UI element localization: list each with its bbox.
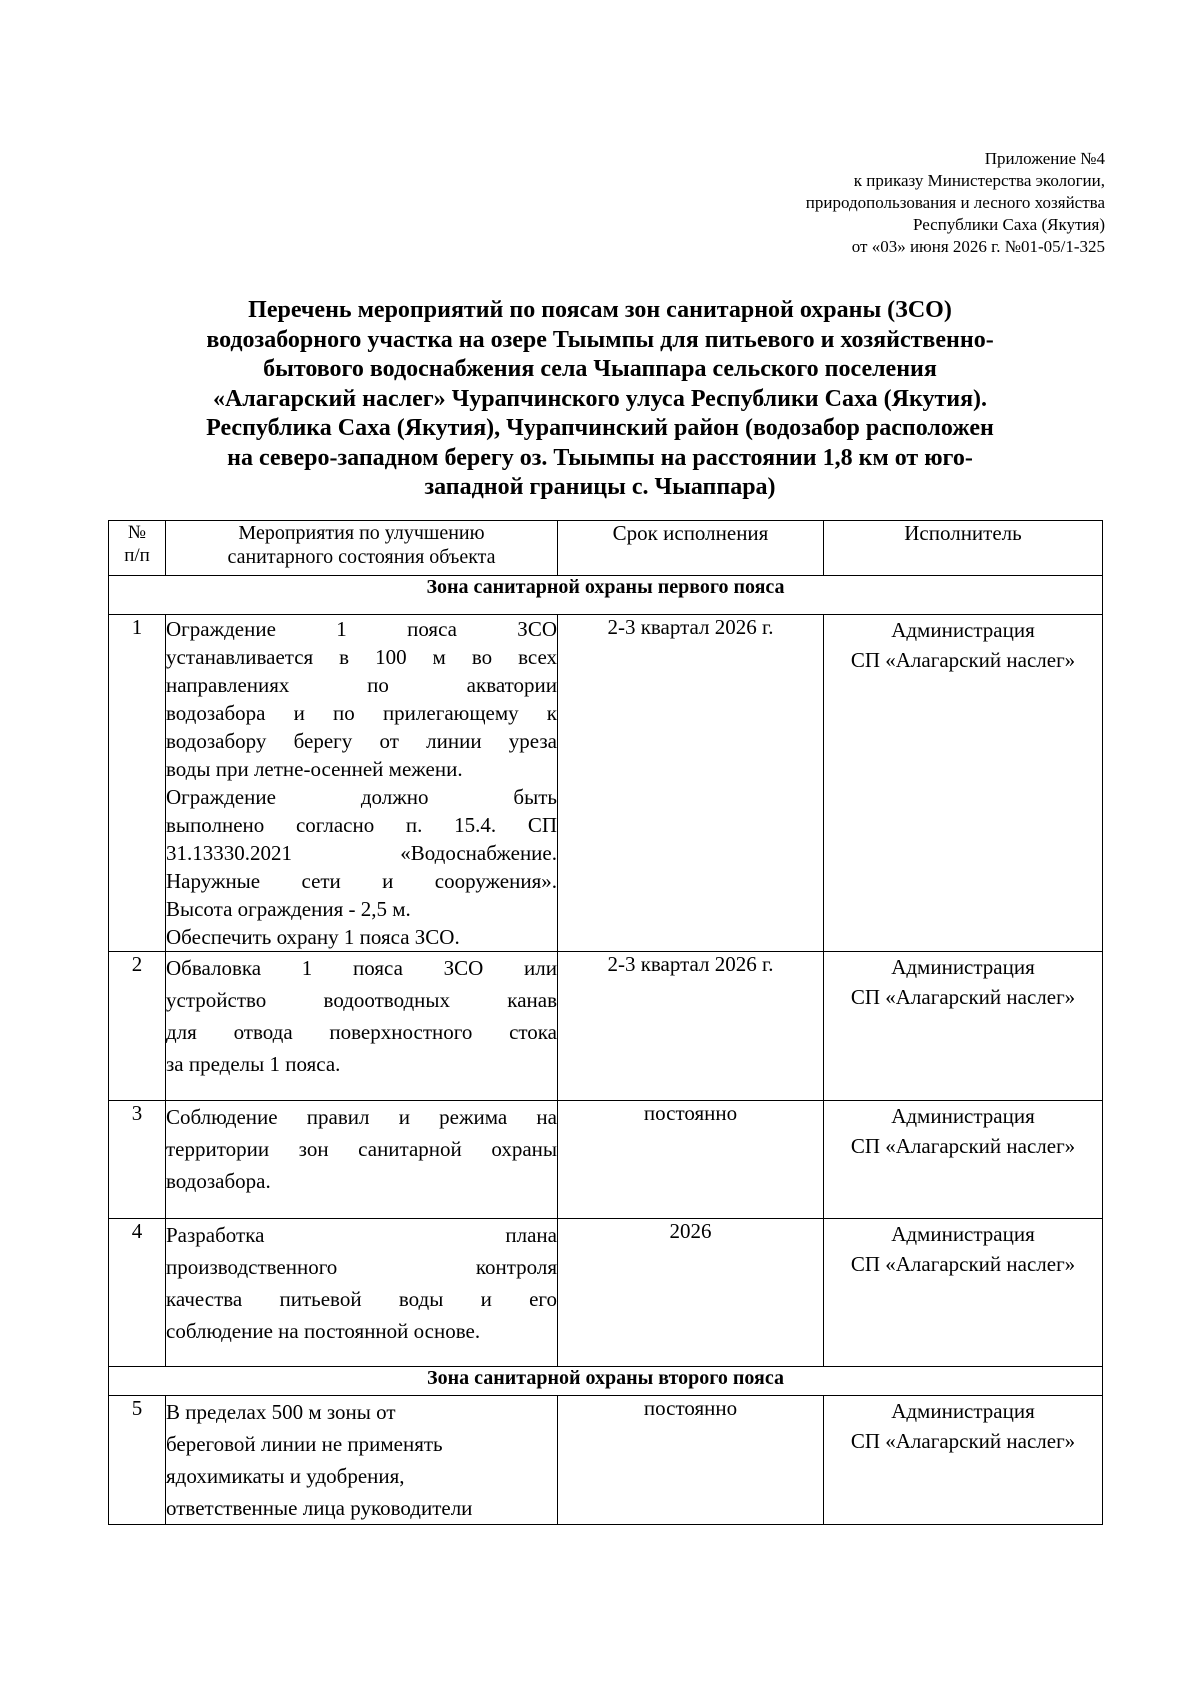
zone-row-first	[109, 576, 1103, 615]
document-title	[110, 296, 1090, 503]
title-line: бытового водоснабжения села Чыаппара сельского поселения	[263, 356, 937, 382]
row-deadline: 2-3 квартал 2026 г.	[558, 615, 824, 952]
row-executor: Администрация СП «Алагарский наслег»	[824, 952, 1103, 1101]
title-line: «Алагарский наслег» Чурапчинского улуса Республики Саха (Якутия).	[212, 385, 988, 412]
row-executor: Администрация СП «Алагарский наслег»	[824, 1396, 1103, 1525]
header-measures: Мероприятия по улучшению санитарного состояния объекта	[166, 521, 558, 576]
row-executor: Администрация СП «Алагарский наслег»	[824, 1101, 1103, 1219]
row-executor: Администрация СП «Алагарский наслег»	[824, 615, 1103, 952]
title-line: западной границы с. Чыаппара)	[424, 474, 776, 500]
row-deadline: 2026	[558, 1219, 824, 1367]
table-row	[109, 952, 1103, 1101]
appendix-line: природопользования и лесного хозяйства	[805, 193, 1105, 212]
zone-title: Зона санитарной охраны первого пояса	[109, 576, 1103, 615]
row-deadline: 2-3 квартал 2026 г.	[558, 952, 824, 1101]
row-executor: Администрация СП «Алагарский наслег»	[824, 1219, 1103, 1367]
row-measure: Обваловка 1 пояса ЗСО или устройство водоотводных канав для отвода поверхностного стока за пределы 1 пояса.	[166, 952, 558, 1101]
table-row	[109, 1219, 1103, 1367]
appendix-header	[806, 148, 1105, 258]
row-number: 4	[109, 1219, 166, 1367]
appendix-line: Республики Саха (Якутия)	[912, 215, 1105, 234]
header-executor: Исполнитель	[824, 521, 1103, 576]
row-measure: Разработка плана производственного контроля качества питьевой воды и его соблюдение на постоянной основе.	[166, 1219, 558, 1367]
measures-table	[108, 520, 1103, 1525]
zone-row-second	[109, 1367, 1103, 1396]
table-header-row	[109, 521, 1103, 576]
table-row	[109, 1101, 1103, 1219]
row-measure: В пределах 500 м зоны от береговой линии не применять ядохимикаты и удобрения, ответственные лица руководители	[166, 1396, 558, 1525]
row-deadline: постоянно	[558, 1101, 824, 1219]
title-line: водозаборного участка на озере Тыымпы для питьевого и хозяйственно-	[206, 326, 994, 353]
zone-title: Зона санитарной охраны второго пояса	[109, 1367, 1103, 1396]
appendix-line: к приказу Министерства экологии,	[853, 171, 1105, 190]
row-number: 2	[109, 952, 166, 1101]
table-row	[109, 615, 1103, 952]
appendix-line: Приложение №4	[984, 149, 1105, 168]
row-number: 3	[109, 1101, 166, 1219]
row-number: 5	[109, 1396, 166, 1525]
title-line: на северо-западном берегу оз. Тыымпы на расстоянии 1,8 км от юго-	[227, 444, 973, 471]
row-measure: Соблюдение правил и режима на территории зон санитарной охраны водозабора.	[166, 1101, 558, 1219]
table-row	[109, 1396, 1103, 1525]
header-number: № п/п	[109, 521, 166, 576]
appendix-line: от «03» июня 2026 г. №01-05/1-325	[851, 237, 1105, 256]
row-deadline: постоянно	[558, 1396, 824, 1525]
header-deadline: Срок исполнения	[558, 521, 824, 576]
row-number: 1	[109, 615, 166, 952]
title-line: Республика Саха (Якутия), Чурапчинский район (водозабор расположен	[206, 415, 994, 441]
row-measure: Ограждение 1 пояса ЗСО устанавливается в 100 м во всех направлениях по акватории водозабора и по прилегающему к водозабору берегу от линии уреза воды при летне-осенней межени. Ограждение должно быть выполнено согласно п. 15.4. СП 31.13330.2021 «Водоснабжение. Наружные сети и сооружения». Высота ограждения - 2,5 м. Обеспечить охрану 1 пояса ЗСО.	[166, 615, 558, 952]
title-line: Перечень мероприятий по поясам зон санитарной охраны (ЗСО)	[248, 297, 952, 323]
